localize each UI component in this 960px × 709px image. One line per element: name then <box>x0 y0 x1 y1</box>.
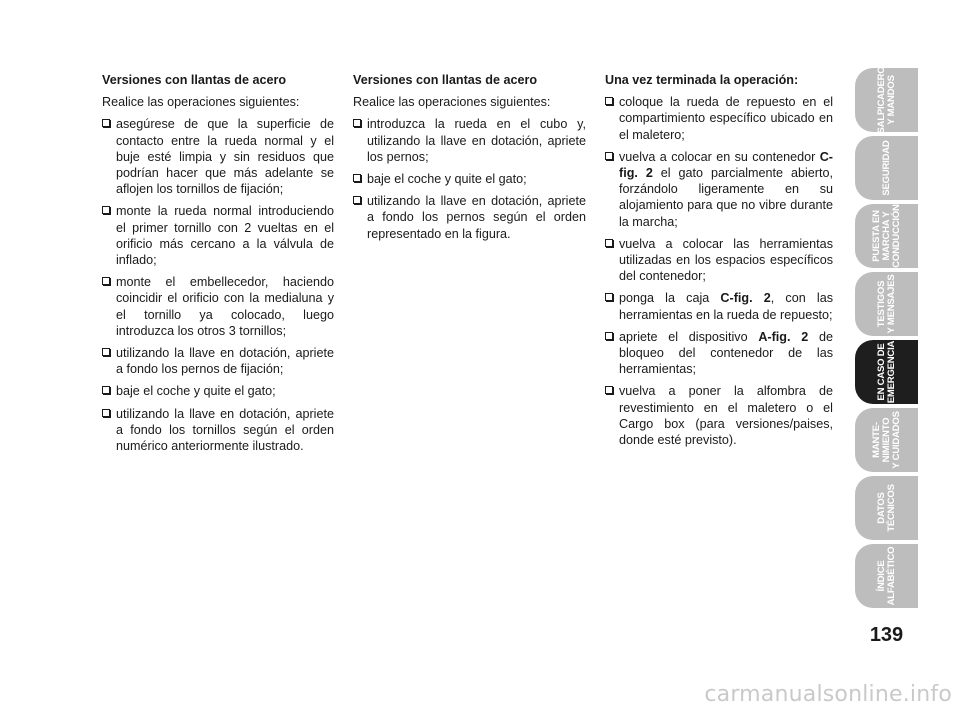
list-item <box>605 149 833 230</box>
page-number: 139 <box>869 624 904 646</box>
tab-label: SALPICADERO Y MANDOS <box>875 66 897 134</box>
watermark: carmanualsonline.info <box>704 682 952 707</box>
list-item: asegúrese de que la superficie de contacto entre la rueda normal y el buje esté limpia y sin residuos que podrían hacer que más adelante se aflojen los tornillos de fijación; <box>102 116 334 197</box>
list-item <box>605 329 833 378</box>
list-item: monte el embellecedor, haciendo coincidir el orificio con la medialuna y el tornillo ya colocado, luego introduzca los otros 3 tornillos; <box>102 274 334 339</box>
tab-label: MANTE- NIMIENTO Y CUIDADOS <box>870 411 902 469</box>
step-list <box>353 116 586 241</box>
figure-ref: A-fig. 2 <box>758 329 809 344</box>
step-list <box>605 94 833 448</box>
list-item: coloque la rueda de repuesto en el compartimiento específico ubicado en el maletero; <box>605 94 833 143</box>
figure-ref: C-fig. 2 <box>720 291 771 306</box>
tab-label: PUESTA EN MARCHA Y CONDUCCIÓN <box>870 204 902 268</box>
tab-label: SEGURIDAD <box>880 140 892 196</box>
list-item: baje el coche y quite el gato; <box>353 171 586 187</box>
tab-label: DATOS TÉCNICOS <box>875 484 897 532</box>
tab-datos-tecnicos[interactable] <box>855 476 918 540</box>
section-tabs <box>855 68 918 612</box>
tab-label: ÍNDICE ALFABÉTICO <box>875 546 897 606</box>
figure-ref: C-fig. 2 <box>619 149 833 181</box>
item-text: vuelva a colocar en su contenedor <box>619 149 820 164</box>
list-item: utilizando la llave en dotación, apriete a fondo los pernos de fijación; <box>102 345 334 377</box>
item-text: , con las herramientas en la rueda de repuesto; <box>619 291 833 322</box>
item-text: ponga la caja <box>619 291 721 306</box>
list-item: monte la rueda normal introduciendo el primer tornillo con 2 vueltas en el orificio más cercano a la válvula de inflado; <box>102 203 334 268</box>
section-heading: Una vez terminada la operación: <box>605 73 799 87</box>
column-steel-wheels-alloy <box>353 72 586 248</box>
list-item: utilizando la llave en dotación, apriete a fondo los pernos según el orden representado en la figura. <box>353 193 586 242</box>
list-item <box>605 290 833 322</box>
step-list <box>102 116 334 454</box>
list-item: introduzca la rueda en el cubo y, utilizando la llave en dotación, apriete los pernos; <box>353 116 586 165</box>
tab-indice[interactable] <box>855 544 918 608</box>
tab-seguridad[interactable] <box>855 136 918 200</box>
column-after-operation <box>605 72 833 454</box>
tab-mantenimiento[interactable] <box>855 408 918 472</box>
list-item: vuelva a poner la alfombra de revestimiento en el maletero o el Cargo box (para versiones/paises, donde esté previsto). <box>605 383 833 448</box>
tab-label: EN CASO DE EMERGENCIA <box>875 340 897 404</box>
list-item: vuelva a colocar las herramientas utilizadas en los espacios específicos del contenedor; <box>605 236 833 285</box>
tab-emergencia[interactable] <box>855 340 918 404</box>
list-item: baje el coche y quite el gato; <box>102 383 334 399</box>
tab-label: TESTIGOS Y MENSAJES <box>875 274 897 334</box>
item-text: apriete el dispositivo <box>619 329 759 344</box>
column-steel-wheels-normal <box>102 72 334 460</box>
tab-salpicadero[interactable] <box>855 68 918 132</box>
section-heading: Versiones con llantas de acero <box>353 73 538 87</box>
tab-testigos[interactable] <box>855 272 918 336</box>
item-text: de bloqueo del contenedor de las herramientas; <box>619 329 833 377</box>
item-text: el gato parcialmente abierto, forzándolo ligeramente en su alojamiento para que no vibre durante la marcha; <box>619 166 833 229</box>
tab-puesta-en-marcha[interactable] <box>855 204 918 268</box>
section-heading: Versiones con llantas de acero <box>102 73 287 87</box>
list-item: utilizando la llave en dotación, apriete a fondo los tornillos según el orden numérico anteriormente ilustrado. <box>102 406 334 455</box>
intro-text: Realice las operaciones siguientes: <box>353 95 551 110</box>
intro-text: Realice las operaciones siguientes: <box>102 95 300 110</box>
